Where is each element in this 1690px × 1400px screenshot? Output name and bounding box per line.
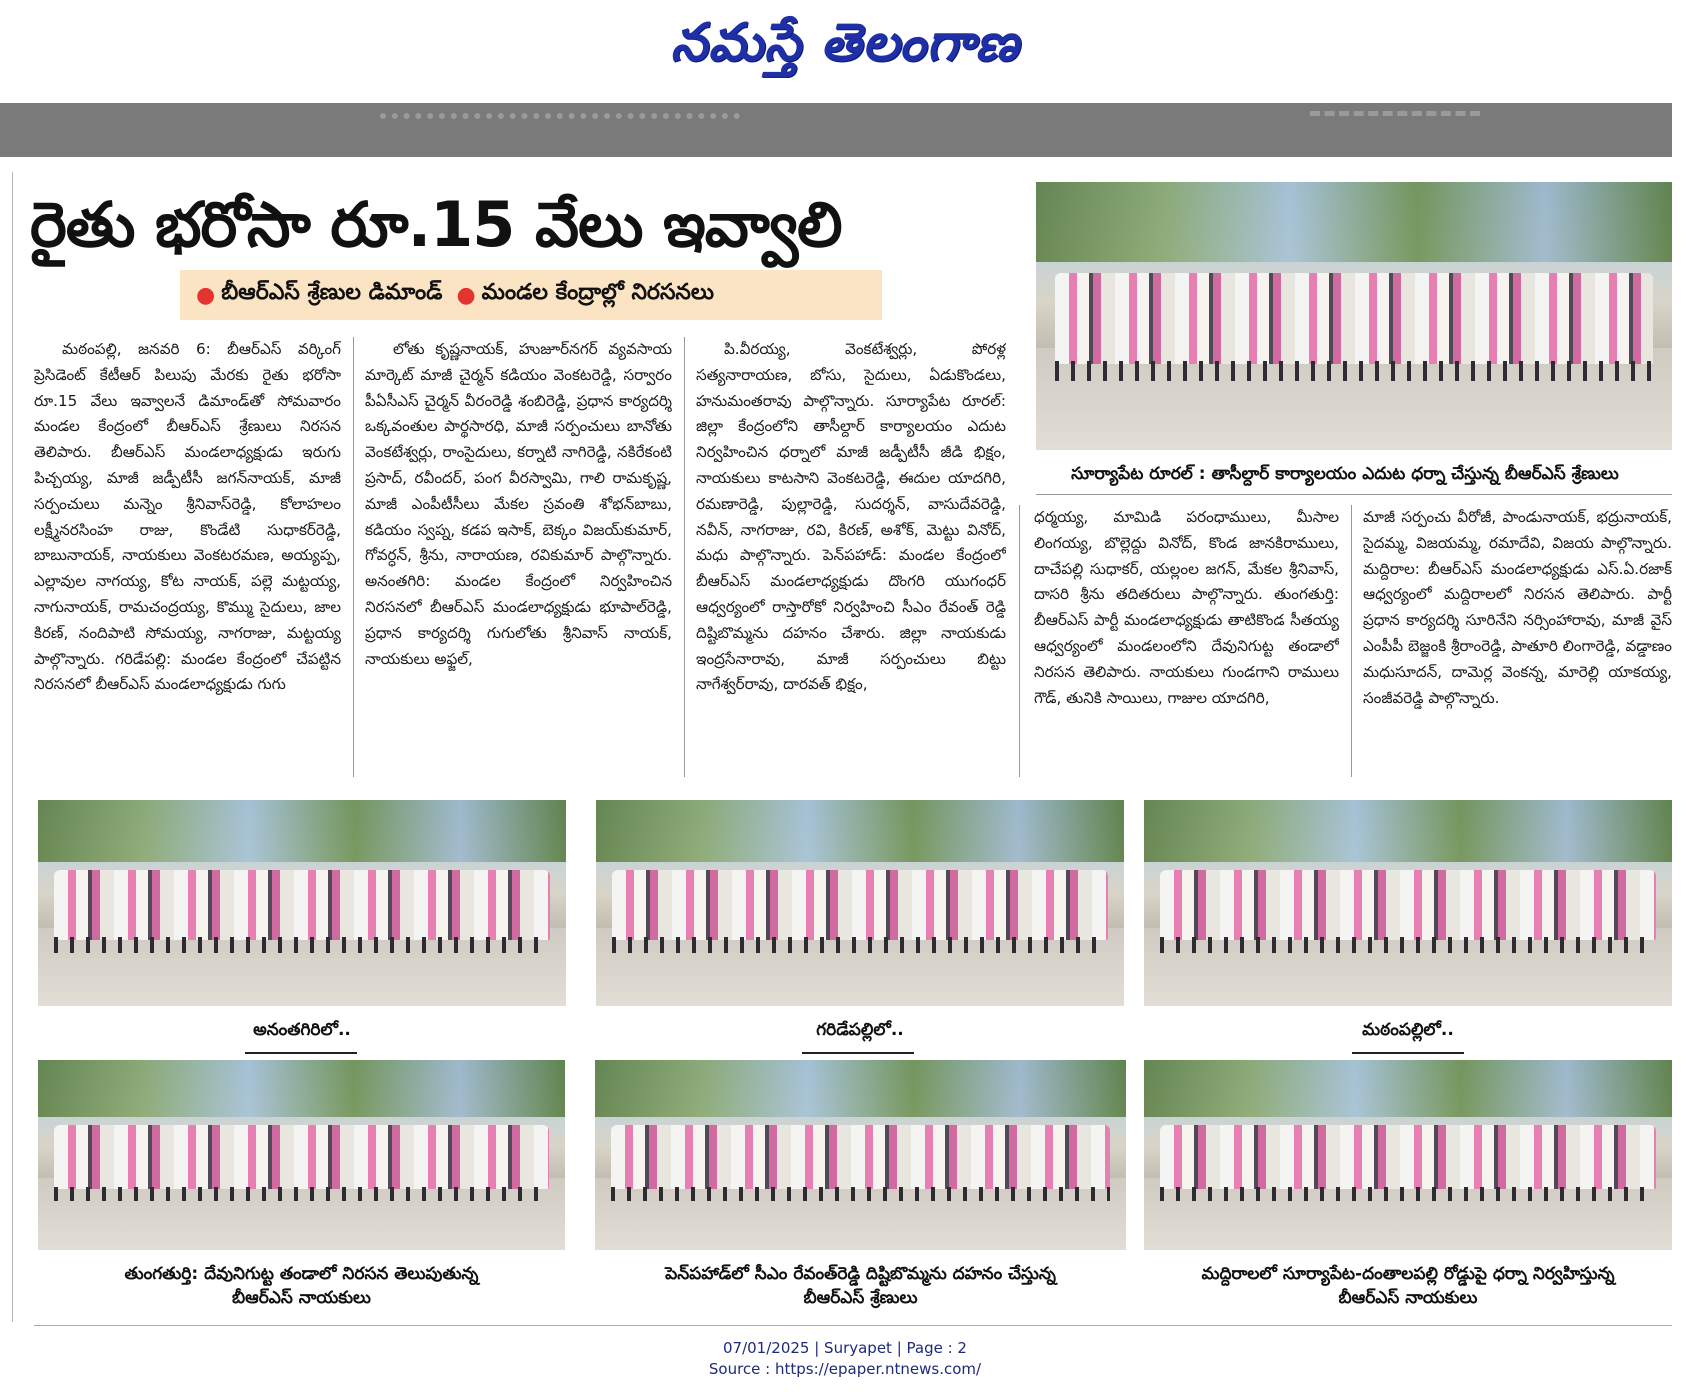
caption-mathampalli: మఠంపల్లిలో.. (1362, 1020, 1454, 1040)
banner-faded-text (380, 101, 740, 119)
photo-ananthagiri (38, 800, 566, 1006)
photo-tungaturthi (38, 1060, 565, 1250)
photo-maddirala (1144, 1060, 1672, 1250)
column-rule (684, 337, 685, 777)
footer-edition: 07/01/2025 | Suryapet | Page : 2 (723, 1339, 967, 1357)
photo-garidepalli (596, 800, 1124, 1006)
page-footer (0, 1338, 1690, 1380)
article-headline: రైతు భరోసా రూ.15 వేలు ఇవ్వాలి (30, 188, 842, 261)
column-rule (353, 337, 354, 777)
caption-line: మద్దిరాలలో సూర్యాపేట-దంతాలపల్లి రోడ్డుపై ధర్నా నిర్వహిస్తున్న (1201, 1264, 1615, 1284)
column-text: పి.వీరయ్య, వెంకటేశ్వర్లు, పోరళ్ల సత్యనారాయణ, బోసు, సైదులు, ఏడుకొండలు, హనుమంతరావు పాల్గొన్నారు. సూర్యాపేట రూరల్: జిల్లా కేంద్రంలోని తాసీల్దార్ కార్యాలయం ఎదుట నిర్వహించిన ధర్నాలో మాజీ జడ్పీటీసీ జీడి భిక్షం, నాయకులు కాటసాని వెంకటరెడ్డి, ఈదుల యాదగిరి, రమణారెడ్డి, పుల్లారెడ్డి, సుదర్శన్, వాసుదేవరెడ్డి, నవీన్, నాగరాజు, రవి, కిరణ్, అశోక్, మెట్టు వినోద్, మధు పాల్గొన్నారు. పెన్‌పహాడ్: మండల కేంద్రంలో బీఆర్ఎస్ మండలాధ్యక్షుడు దొంగరి యుగంధర్ ఆధ్వర్యంలో రాస్తారోకో నిర్వహించి సీఎం రేవంత్ రెడ్డి దిష్టిబొమ్మను దహనం చేశారు. జిల్లా నాయకుడు ఇంద్రసేనారావు, మాజీ సర్పంచులు బిట్టు నాగేశ్వర్‌రావు, దారవత్ భిక్షం, (696, 340, 1006, 694)
photo-mathampalli (1144, 800, 1672, 1006)
article-column-3 (696, 337, 1006, 777)
main-photo (1036, 182, 1672, 450)
article-column-5 (1363, 505, 1672, 777)
banner-faded-date (1310, 101, 1480, 116)
main-photo-caption: సూర్యాపేట రూరల్ : తాసీల్దార్ కార్యాలయం ఎదుట ధర్నా చేస్తున్న బీఆర్ఎస్ శ్రేణులు (1071, 464, 1619, 484)
column-text: మాజీ సర్పంచు వీరోజీ, పాండునాయక్, భద్రునాయక్, సైదమ్మ, విజయమ్మ, రమాదేవి, విజయ పాల్గొన్నారు. మద్దిరాల: బీఆర్ఎస్ మండలాధ్యక్షుడు ఎస్.ఏ.రజాక్ ఆధ్వర్యంలో మద్దిరాలలో నిరసన తెలిపారు. పార్టీ ప్రధాన కార్యదర్శి సూరినేని నర్సింహారావు, మాజీ వైస్ ఎంపీపీ బెజ్జంకి శ్రీరాంరెడ్డి, పాతూరి లింగారెడ్డి, వడ్డాణం మధుసూదన్, దామెర్ల వెంకన్న, మారెల్లి యాకయ్య, సంజీవరెడ్డి పాల్గొన్నారు. (1363, 508, 1672, 707)
caption-rule (1036, 494, 1672, 495)
column-text: ధర్మయ్య, మామిడి పరంధాములు, మీసాల లింగయ్య, బొల్లెద్దు వినోద్, కొండ జానకిరాములు, దాచేపల్లి సుధాకర్, యల్లంల జగన్, మేకల శ్రీనివాస్, దాసరి శ్రీను తదితరులు పాల్గొన్నారు. తుంగతుర్తి: బీఆర్ఎస్ పార్టీ మండలాధ్యక్షుడు తాటికొండ సీతయ్య ఆధ్వర్యంలో మండలంలోని దేవునిగుట్ట తండాలో నిరసన తెలిపారు. నాయకులు గుండగాని రాములు గౌడ్, తునికి సాయిలు, గాజుల యాదగిరి, (1034, 508, 1339, 707)
newspaper-logo: నమస్తే తెలంగాణ (670, 12, 1020, 73)
article-column-4 (1034, 505, 1339, 777)
caption-tungaturthi (38, 1262, 565, 1312)
caption-line: పెన్‌పహాడ్‌లో సీఎం రేవంత్‌రెడ్డి దిష్టిబొమ్మను దహనం చేస్తున్న (665, 1264, 1056, 1284)
kicker-2: మండల కేంద్రాల్లో నిరసనలు (481, 280, 715, 305)
kicker-1: బీఆర్ఎస్ శ్రేణుల డిమాండ్ (221, 280, 443, 305)
caption-line: బీఆర్ఎస్ శ్రేణులు (803, 1288, 918, 1308)
column-text: మఠంపల్లి, జనవరి 6: బీఆర్ఎస్ వర్కింగ్ ప్రెసిడెంట్ కేటీఆర్ పిలుపు మేరకు రైతు భరోసా రూ.15 వేలు ఇవ్వాలనే డిమాండ్‌తో సోమవారం మండల కేంద్రంలో బీఆర్ఎస్ శ్రేణులు నిరసన తెలిపారు. బీఆర్ఎస్ మండలాధ్యక్షుడు ఇరుగు పిచ్చయ్య, మాజీ జడ్పీటీసీ జగన్‌నాయక్, మాజీ సర్పంచులు మన్నెం శ్రీనివాస్‌రెడ్డి, కోలాహలం లక్ష్మీనరసింహ రాజు, కొండేటి సుధాకర్‌రెడ్డి, బాబునాయక్, నాయకులు వెంకటరమణ, అయ్యప్ప, ఎల్లావుల నాగయ్య, కోట నాయక్, పల్లె మట్టయ్య, నాగునాయక్, రామచంద్రయ్య, కొమ్ము సైదులు, జాల కిరణ్, నందిపాటి సోమయ్య, నాగరాజు, మట్టయ్య పాల్గొన్నారు. గరిడేపల్లి: మండల కేంద్రంలో చేపట్టిన నిరసనలో బీఆర్ఎస్ మండలాధ్యక్షుడు గుగు (34, 340, 341, 694)
article-column-2 (365, 337, 672, 777)
caption-underline (1352, 1052, 1464, 1054)
date-banner (0, 103, 1672, 157)
column-text: లోతు కృష్ణనాయక్, హుజూర్‌నగర్ వ్యవసాయ మార్కెట్ మాజీ చైర్మన్ కడియం వెంకటరెడ్డి, సర్వారం పీఏసీఎస్ చైర్మన్ వీరంరెడ్డి శంబిరెడ్డి, ప్రధాన కార్యదర్శి ఒక్కవంతుల పార్థసారధి, మాజీ సర్పంచులు బానోతు వెంకటేశ్వర్లు, రాంసైదులు, కర్నాటి నాగిరెడ్డి, నకిరేకంటి ప్రసాద్, రవీందర్, పంగ వీరస్వామి, గాలి రామకృష్ణ, మాజీ ఎంపీటీసీలు మేకల స్రవంతి శోభన్‌బాబు, కడియం స్వప్న, కడప ఇసాక్, బెక్కం విజయ్‌కుమార్, గోవర్ధన్, శ్రీను, నారాయణ, రవికుమార్ పాల్గొన్నారు. అనంతగిరి: మండల కేంద్రంలో నిర్వహించిన నిరసనలో బీఆర్ఎస్ మండలాధ్యక్షుడు భూపాల్‌రెడ్డి, ప్రధాన కార్యదర్శి గుగులోతు శ్రీనివాస్ నాయక్, నాయకులు అఫ్జల్, (365, 340, 672, 668)
page-border-bottom (34, 1325, 1672, 1326)
caption-garidepalli: గరిడేపల్లిలో.. (816, 1020, 904, 1040)
caption-maddirala (1144, 1262, 1672, 1312)
masthead (0, 0, 1690, 100)
caption-ananthagiri: అనంతగిరిలో.. (253, 1020, 351, 1040)
caption-line: తుంగతుర్తి: దేవునిగుట్ట తండాలో నిరసన తెలుపుతున్న (124, 1264, 479, 1284)
bullet-icon: ● (196, 282, 216, 308)
column-rule (1351, 505, 1352, 777)
column-rule (1019, 505, 1020, 777)
caption-line: బీఆర్ఎస్ నాయకులు (1338, 1288, 1478, 1308)
footer-source[interactable]: Source : https://epaper.ntnews.com/ (708, 1360, 982, 1378)
article-column-1 (34, 337, 341, 777)
caption-underline (245, 1052, 357, 1054)
caption-underline (802, 1052, 914, 1054)
bullet-icon: ● (456, 282, 476, 308)
caption-penpahad (595, 1262, 1126, 1312)
page-border-left (12, 172, 13, 1322)
caption-line: బీఆర్ఎస్ నాయకులు (232, 1288, 371, 1308)
article-kicker (180, 270, 882, 320)
photo-penpahad (595, 1060, 1126, 1250)
